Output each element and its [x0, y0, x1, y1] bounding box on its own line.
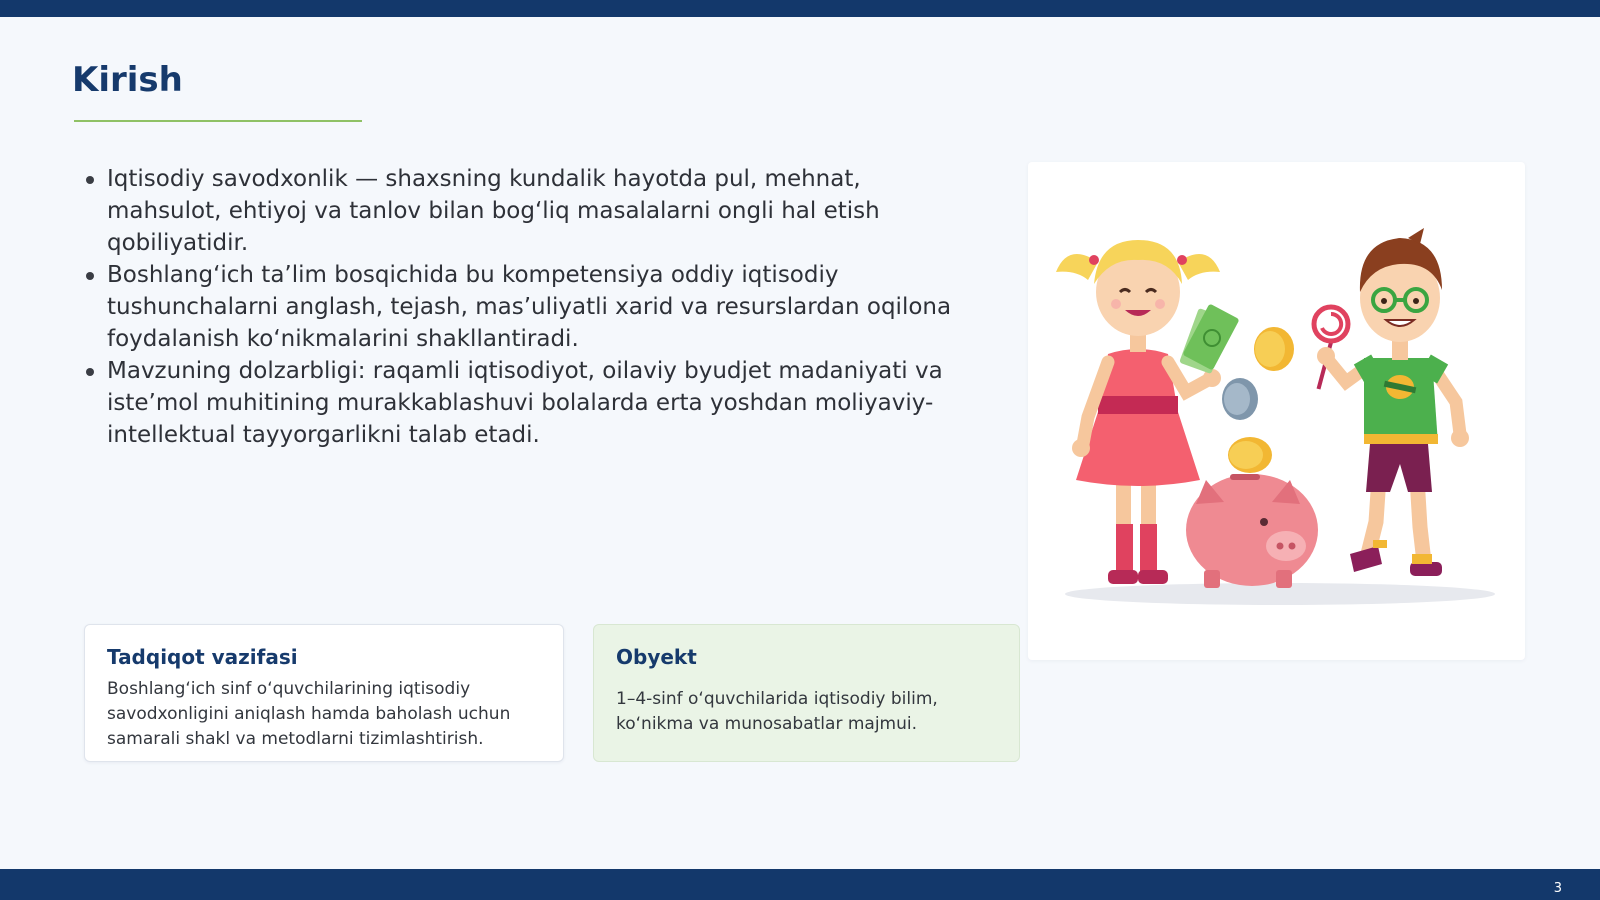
slide-title: Kirish [72, 60, 183, 100]
banknotes-icon [1179, 303, 1240, 374]
object-title: Obyekt [616, 645, 697, 669]
page-number: 3 [1553, 881, 1562, 896]
coins-icon [1222, 327, 1294, 473]
bullet-item-competence [86, 259, 966, 355]
research-task-text: Boshlang‘ich sinf o‘quvchilarining iqtisodiy savodxonligini aniqlash hamda baholash uchun samarali shakl va metodlarni tizimlashtirish. [107, 679, 511, 749]
object-text: 1–4-sinf o‘quvchilarida iqtisodiy bilim, ko‘nikma va munosabatlar majmui. [616, 689, 938, 734]
bullet-text: Mavzuning dolzarbligi: raqamli iqtisodiyot, oilaviy byudjet madaniyati va iste’mol muhitining murakkablashuvi bolalarda erta yoshdan moliyaviy-intellektual tayyorgarlikni talab etadi. [107, 358, 943, 448]
title-underline [74, 120, 362, 122]
bullet-dot-icon [86, 368, 94, 376]
children-piggy-bank-illustration-icon [1028, 162, 1525, 660]
piggy-bank-icon [1186, 474, 1318, 588]
object-card [593, 624, 1020, 762]
bullet-dot-icon [86, 176, 94, 184]
top-header-bar [0, 0, 1600, 17]
bullet-text: Iqtisodiy savodxonlik — shaxsning kundalik hayotda pul, mehnat, mahsulot, ehtiyoj va tanlov bilan bog‘liq masalalarni ongli hal etish qobiliyatidir. [107, 166, 880, 256]
bullet-item-definition [86, 163, 966, 259]
boy-figure-icon [1317, 228, 1469, 576]
illustration-panel [1028, 162, 1525, 660]
bullet-item-relevance [86, 355, 966, 451]
bottom-footer-bar [0, 869, 1600, 900]
research-task-title: Tadqiqot vazifasi [107, 645, 298, 669]
bullet-dot-icon [86, 272, 94, 280]
bullet-text: Boshlang‘ich ta’lim bosqichida bu kompetensiya oddiy iqtisodiy tushunchalarni anglash, tejash, mas’uliyatli xarid va resurslardan oqilona foydalanish ko‘nikmalarini shakllantiradi. [107, 262, 952, 352]
research-task-card [84, 624, 564, 762]
bullet-list [86, 163, 966, 451]
